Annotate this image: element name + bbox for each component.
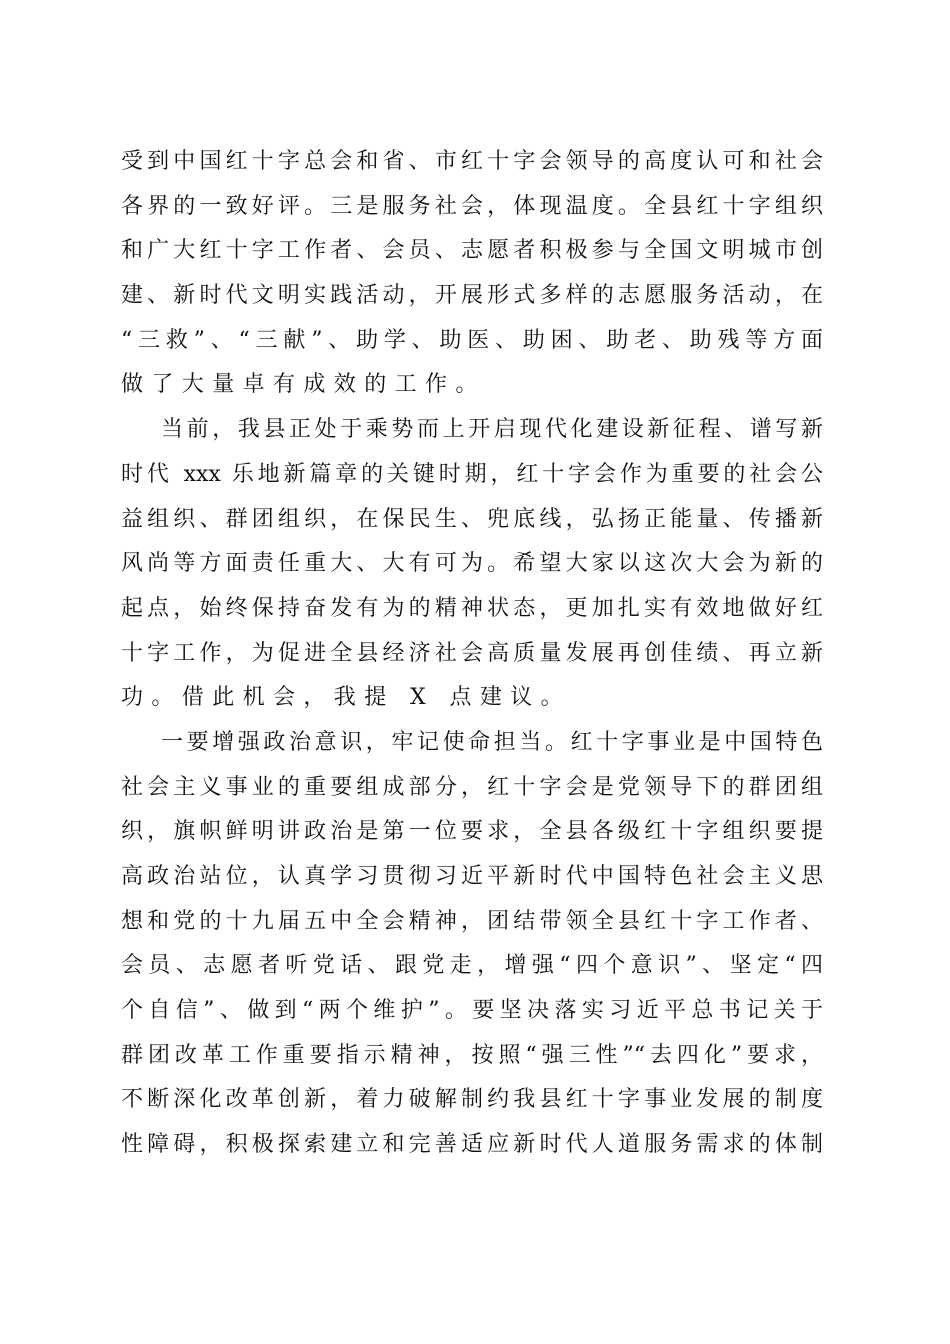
text-line: 和广大红十字工作者、会员、志愿者积极参与全国文明城市创: [121, 238, 823, 264]
text-line: 高政治站位，认真学习贯彻习近平新时代中国特色社会主义思: [121, 864, 823, 889]
document-page: [121, 140, 823, 1168]
text-line: 个自信”、做到“两个维护”。要坚决落实习近平总书记关于: [121, 998, 823, 1024]
text-line: 功。借此机会，我提 X 点建议。: [121, 685, 572, 711]
paragraph-start-line: 一要增强政治意识，牢记使命担当。红十字事业是中国特色: [161, 729, 823, 755]
text-line: 社会主义事业的重要组成部分，红十字会是党领导下的群团组: [121, 774, 823, 800]
text-line: 性障碍，积极探索建立和完善适应新时代人道服务需求的体制: [121, 1132, 823, 1158]
text-line: 益组织、群团组织，在保民生、兜底线，弘扬正能量、传播新: [121, 506, 823, 532]
paragraph-start-line: 当前，我县正处于乘势而上开启现代化建设新征程、谱写新: [161, 417, 823, 443]
text-line: 会员、志愿者听党话、跟党走，增强“四个意识”、坚定“四: [121, 953, 823, 979]
text-line: 受到中国红十字总会和省、市红十字会领导的高度认可和社会: [121, 149, 823, 174]
text-line: 做了大量卓有成效的工作。: [121, 372, 486, 398]
text-line: 想和党的十九届五中全会精神，团结带领全县红十字工作者、: [121, 908, 823, 934]
text-line: 起点，始终保持奋发有为的精神状态，更加扎实有效地做好红: [121, 595, 823, 621]
text-line: 建、新时代文明实践活动，开展形式多样的志愿服务活动，在: [121, 283, 823, 309]
text-line: 不断深化改革创新，着力破解制约我县红十字事业发展的制度: [121, 1087, 823, 1113]
text-line: 织，旗帜鲜明讲政治是第一位要求，全县各级红十字组织要提: [121, 819, 823, 845]
text-line: 各界的一致好评。三是服务社会，体现温度。全县红十字组织: [121, 193, 823, 219]
text-line: 十字工作，为促进全县经济社会高质量发展再创佳绩、再立新: [121, 640, 823, 666]
text-line: 风尚等方面责任重大、大有可为。希望大家以这次大会为新的: [121, 551, 823, 577]
text-line: “三救”、“三献”、助学、助医、助困、助老、助残等方面: [121, 327, 823, 353]
text-line: 群团改革工作重要指示精神，按照“强三性”“去四化”要求，: [121, 1042, 823, 1068]
text-line: 时代 xxx 乐地新篇章的关键时期，红十字会作为重要的社会公: [121, 461, 823, 487]
